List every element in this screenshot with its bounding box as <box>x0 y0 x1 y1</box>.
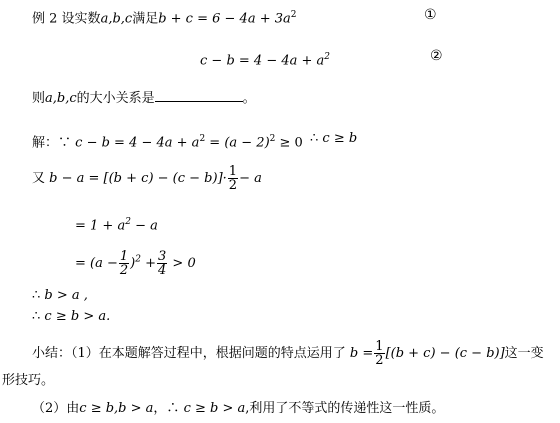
summary-line-2 <box>32 400 444 418</box>
solution-line-2 <box>32 165 262 192</box>
frac-numerator: 1 <box>375 339 384 354</box>
example-label: 例 2 <box>32 11 58 27</box>
summary-p1-c: 这一变 <box>504 346 544 361</box>
intro-vars: a,b,c <box>100 11 133 27</box>
equation-2-number: ② <box>430 48 443 64</box>
solution-line4-d: > 0 <box>168 256 196 271</box>
fraction-half-2 <box>119 250 129 277</box>
solution-line1-c: ≥ 0 <box>275 135 303 151</box>
frac-denominator: 2 <box>375 353 384 368</box>
solution-line3-b: − a <box>130 218 158 234</box>
solution-line1-b: = (a − 2) <box>205 135 270 151</box>
solution-line4-b: ) <box>130 256 136 271</box>
solution-line-1 <box>32 130 303 152</box>
fraction-half-3 <box>374 340 384 367</box>
answer-blank <box>155 89 243 102</box>
summary-p2-e: ,利用了不等式的传递性这一性质。 <box>245 401 445 416</box>
fraction-three-quarters <box>157 250 167 277</box>
conclusion-1-symbol: ∴ <box>32 288 41 303</box>
sup-2c: 2 <box>125 217 131 227</box>
conclusion-1 <box>32 287 88 305</box>
line1-conclusion: c ≥ b <box>322 131 358 146</box>
summary-p2-d: c ≥ b > a <box>183 401 246 416</box>
equation-1-exponent: 2 <box>290 10 297 20</box>
equation-1-number: ① <box>424 7 437 23</box>
summary-p2-c: ，∴ <box>153 401 180 416</box>
solution-line2-b: − a <box>239 171 262 186</box>
intro-text: 设实数 <box>61 11 101 27</box>
frac-numerator: 3 <box>158 249 167 264</box>
summary-p1-a: 小结：（1）在本题解答过程中，根据问题的特点运用了 <box>32 346 346 361</box>
frac-denominator: 4 <box>158 263 167 278</box>
sup-2a: 2 <box>199 134 206 144</box>
conclusion-2-symbol: ∴ <box>32 309 41 324</box>
example-line-1 <box>32 6 296 28</box>
solution-line2-a: b − a = [(b + c) − (c − b)]· <box>49 171 227 186</box>
solution-line-4 <box>75 250 196 277</box>
question-prefix: 则 <box>32 91 46 106</box>
equation-2-body: c − b = 4 − 4a + a <box>200 53 325 69</box>
fraction-half-1 <box>228 165 238 192</box>
conclusion-2-text: c ≥ b > a. <box>44 309 111 324</box>
summary-line-1-cont: 形技巧。 <box>2 373 55 388</box>
summary-p2-b: c ≥ b,b > a <box>79 401 154 416</box>
intro-after: 满足 <box>132 11 159 27</box>
question-line <box>32 89 256 108</box>
summary-p2-a: （2）由 <box>32 401 80 416</box>
sup-2b: 2 <box>269 134 276 144</box>
summary-line-1 <box>32 340 544 367</box>
equation-2 <box>200 48 330 70</box>
solution-line-3 <box>75 213 158 235</box>
equation-1: b + c = 6 − 4a + 3a <box>158 11 291 27</box>
frac-denominator: 2 <box>228 178 238 193</box>
equation-2-exponent: 2 <box>324 52 331 62</box>
summary-p1-b: [(b + c) − (c − b)] <box>385 346 505 361</box>
therefore-symbol: ∴ <box>310 131 319 146</box>
question-vars: a,b,c <box>45 91 77 106</box>
question-end: 。 <box>242 91 256 106</box>
frac-numerator: 1 <box>119 249 129 264</box>
solution-line4-c: + <box>140 256 156 271</box>
question-suffix: 的大小关系是 <box>76 91 155 106</box>
you-label: 又 <box>32 171 46 186</box>
solution-line3-a: = 1 + a <box>75 218 126 234</box>
frac-numerator: 1 <box>228 164 238 179</box>
summary-p1-eq: b = <box>349 346 374 361</box>
solution-line4-a: = (a − <box>75 256 118 271</box>
conclusion-1-text: b > a , <box>44 288 88 303</box>
solution-label: 解：∵ <box>32 135 72 151</box>
frac-denominator: 2 <box>119 263 129 278</box>
solution-line1-conclusion <box>310 130 357 148</box>
sup-2d: 2 <box>135 254 141 265</box>
solution-line1-a: c − b = 4 − 4a + a <box>75 135 200 151</box>
conclusion-2 <box>32 308 110 326</box>
